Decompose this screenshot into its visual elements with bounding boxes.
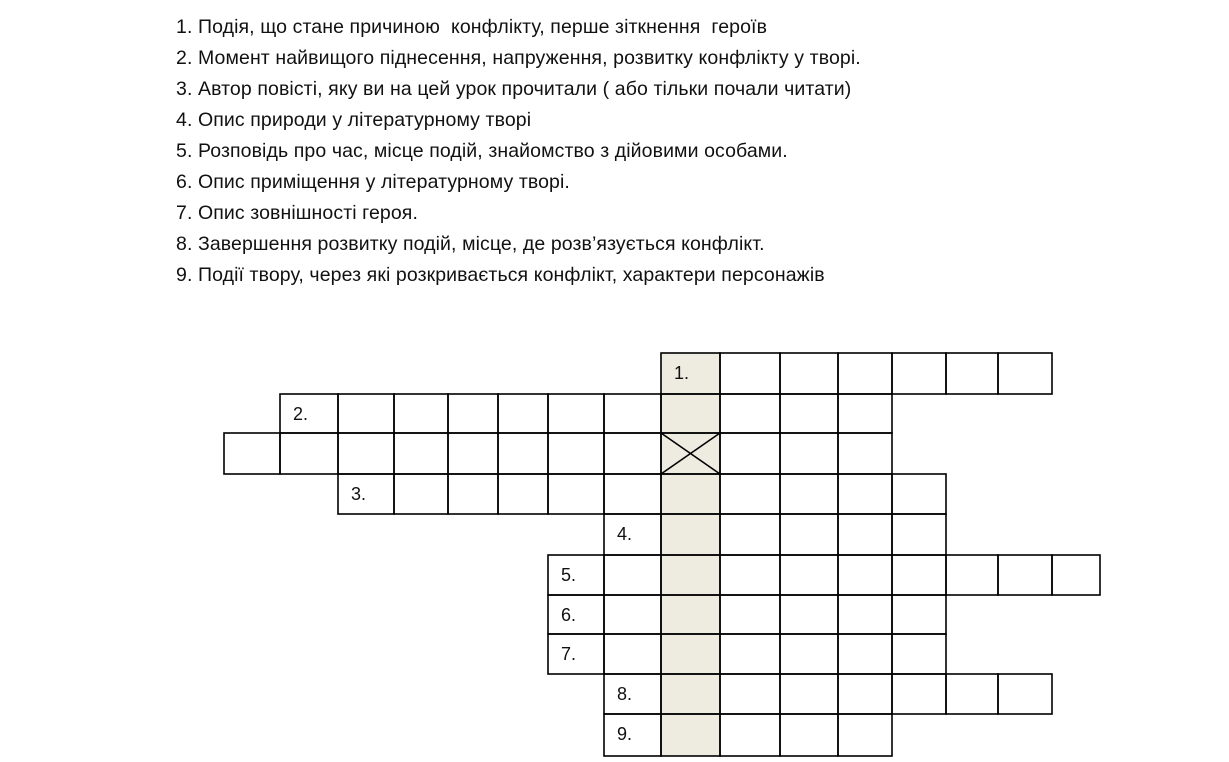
crossword-cell[interactable] (498, 474, 548, 514)
crossword-cell[interactable] (448, 394, 498, 433)
crossword-cell[interactable] (780, 514, 838, 555)
crossword-cell[interactable] (448, 433, 498, 474)
crossword-cell[interactable] (394, 394, 448, 433)
crossword-cell[interactable] (838, 555, 892, 595)
clue-8: 8. Завершення розвитку подій, місце, де розв’язується конфлікт. (176, 233, 765, 255)
key-column-cell (661, 474, 720, 514)
crossword-cell[interactable] (604, 474, 661, 514)
clue-1: 1. Подія, що стане причиною конфлікту, перше зіткнення героїв (176, 16, 768, 38)
crossword-cell[interactable] (892, 555, 946, 595)
crossword-cell[interactable] (780, 555, 838, 595)
clue-7: 7. Опис зовнішності героя. (176, 202, 418, 224)
crossword-cell[interactable] (780, 433, 838, 474)
crossword-cell[interactable] (892, 514, 946, 555)
clue-5: 5. Розповідь про час, місце подій, знайомство з дійовими особами. (176, 140, 788, 162)
clue-number-label: 8. (617, 684, 633, 704)
crossword-cell[interactable] (720, 714, 780, 756)
crossword-cell[interactable] (838, 674, 892, 714)
key-column-cell (661, 555, 720, 595)
crossword-cell[interactable] (720, 394, 780, 433)
crossword-cell[interactable] (838, 514, 892, 555)
key-column-cell (661, 634, 720, 674)
clue-number-label: 7. (561, 644, 577, 664)
crossword-cell[interactable] (946, 674, 998, 714)
crossword-cell[interactable] (338, 433, 394, 474)
crossword-cell[interactable] (394, 474, 448, 514)
crossword-cell[interactable] (892, 595, 946, 634)
crossword-cell[interactable] (604, 674, 661, 714)
crossword-cell[interactable] (280, 433, 338, 474)
key-column-cell (661, 595, 720, 634)
key-column-cell (661, 394, 720, 433)
crossword-cell[interactable] (224, 433, 280, 474)
clue-number-label: 2. (293, 404, 309, 424)
crossword-cell[interactable] (838, 394, 892, 433)
crossword-cell[interactable] (892, 634, 946, 674)
crossword-cell[interactable] (448, 474, 498, 514)
crossword-cell[interactable] (720, 674, 780, 714)
clue-number-label: 6. (561, 605, 577, 625)
crossword-cell[interactable] (780, 394, 838, 433)
clue-3: 3. Автор повісті, яку ви на цей урок прочитали ( або тільки почали читати) (176, 78, 852, 100)
crossword-cell[interactable] (892, 474, 946, 514)
crossword-cell[interactable] (604, 634, 661, 674)
crossword-cell[interactable] (998, 555, 1052, 595)
key-column-cell (661, 674, 720, 714)
crossword-cell[interactable] (604, 514, 661, 555)
clue-9: 9. Події твору, через які розкривається конфлікт, характери персонажів (176, 264, 825, 286)
crossword-cell[interactable] (892, 674, 946, 714)
crossword-cell[interactable] (946, 555, 998, 595)
crossword-cell[interactable] (838, 595, 892, 634)
crossword-cell[interactable] (604, 595, 661, 634)
crossword-cell[interactable] (280, 394, 338, 433)
crossword-cell[interactable] (338, 394, 394, 433)
crossword-cell[interactable] (780, 634, 838, 674)
crossword-cell[interactable] (720, 555, 780, 595)
crossword-cell[interactable] (604, 394, 661, 433)
crossword-cell[interactable] (780, 714, 838, 756)
crossword-cell[interactable] (720, 514, 780, 555)
clue-number-label: 5. (561, 565, 577, 585)
clue-number-label: 3. (351, 484, 367, 504)
crossword-cell[interactable] (838, 634, 892, 674)
crossword-cell[interactable] (604, 714, 661, 756)
crossword-cell[interactable] (998, 353, 1052, 394)
crossword-cell[interactable] (720, 634, 780, 674)
clue-6: 6. Опис приміщення у літературному творі. (176, 171, 570, 193)
crossword-cell[interactable] (604, 555, 661, 595)
crossword-cell[interactable] (720, 595, 780, 634)
crossword-cell[interactable] (498, 433, 548, 474)
crossword-cell[interactable] (394, 433, 448, 474)
crossword-cell[interactable] (1052, 555, 1100, 595)
crossword-cell[interactable] (838, 433, 892, 474)
crossword-cell[interactable] (604, 433, 661, 474)
crossword-cell[interactable] (720, 353, 780, 394)
crossword-cell[interactable] (498, 394, 548, 433)
clue-number-label: 1. (674, 363, 690, 383)
crossword-cell[interactable] (548, 433, 604, 474)
crossword-cell[interactable] (720, 433, 780, 474)
clue-4: 4. Опис природи у літературному творі (176, 109, 532, 131)
crossword-cell[interactable] (720, 474, 780, 514)
crossword-cell[interactable] (838, 474, 892, 514)
crossword-cell[interactable] (946, 353, 998, 394)
crossword-cell[interactable] (838, 353, 892, 394)
clue-2: 2. Момент найвищого піднесення, напруження, розвитку конфлікту у творі. (176, 47, 861, 69)
crossword-cell[interactable] (780, 353, 838, 394)
key-column-cell (661, 514, 720, 555)
crossword-cell[interactable] (780, 474, 838, 514)
crossword-cell[interactable] (780, 595, 838, 634)
crossword-cell[interactable] (998, 674, 1052, 714)
crossword-cell[interactable] (780, 674, 838, 714)
crossword-cell[interactable] (548, 394, 604, 433)
crossword-cell[interactable] (838, 714, 892, 756)
clue-number-label: 4. (617, 524, 633, 544)
key-column-cell (661, 353, 720, 394)
clue-number-label: 9. (617, 724, 633, 744)
key-column-cell (661, 714, 720, 756)
crossword-cell[interactable] (548, 474, 604, 514)
crossword-cell[interactable] (892, 353, 946, 394)
